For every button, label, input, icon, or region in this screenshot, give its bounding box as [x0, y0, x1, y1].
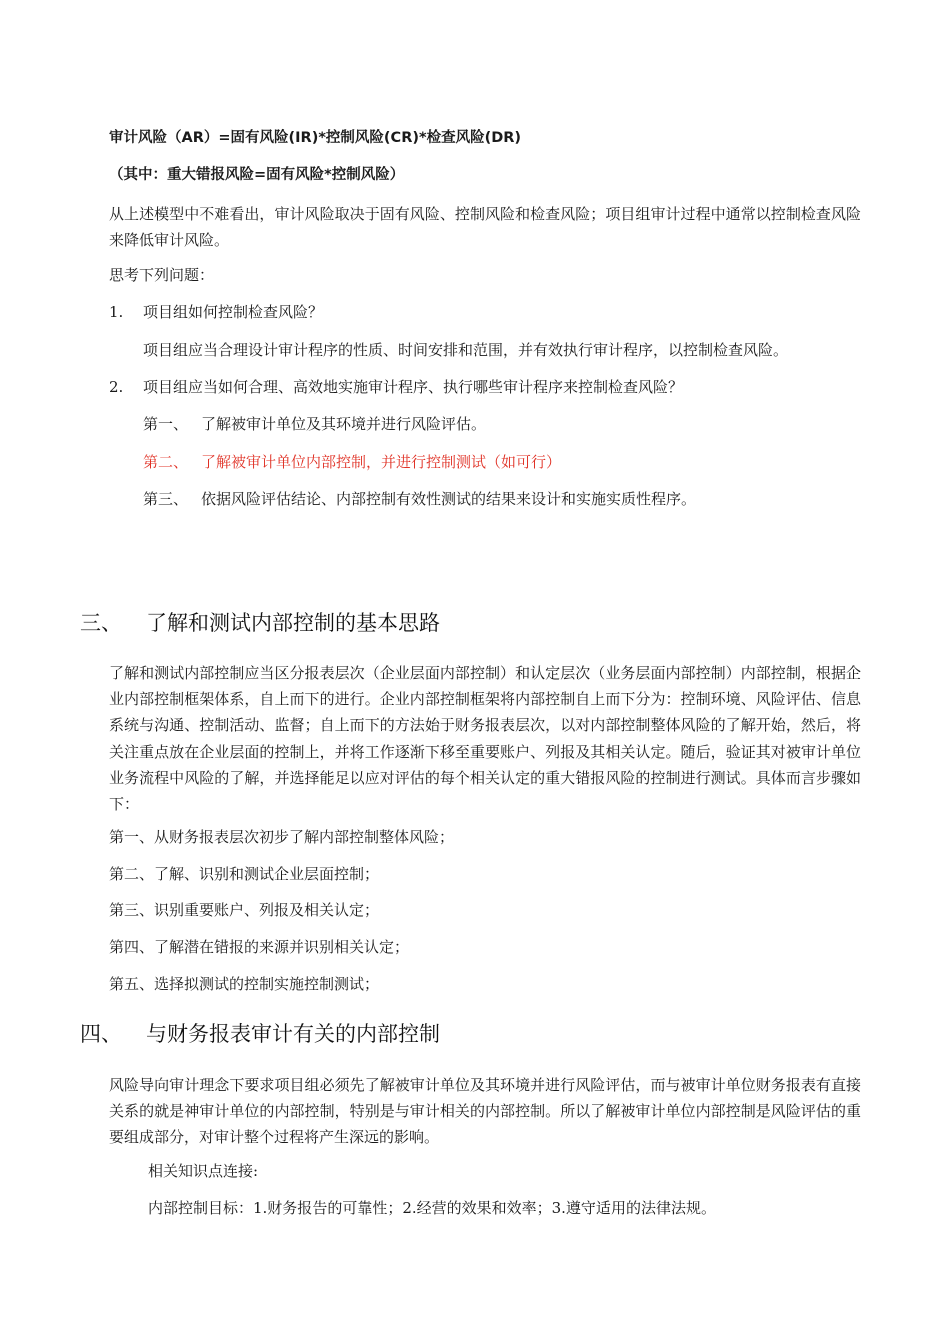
section-4-heading — [80, 1020, 440, 1048]
step-label: 第三、 — [143, 490, 189, 508]
section-3-paragraph: 了解和测试内部控制应当区分报表层次（企业层面内部控制）和认定层次（业务层面内部控制）内部控制，根据企业内部控制框架体系，自上而下的进行。企业内部控制框架将内部控制自上而下分为：控制环境、风险评估、信息系统与沟通、控制活动、监督；自上而下的方法始于财务报表层次，以对内部控制整体风险的了解开始，然后，将关注重点放在企业层面的控制上，并将工作逐渐下移至重要账户、列报及其相关认定。随后，验证其对被审计单位业务流程中风险的了解，并选择能足以应对评估的每个相关认定的重大错报风险的控制进行测试。具体而言步骤如下： — [109, 664, 861, 814]
section-3-step-5: 第五、选择拟测试的控制实施控制测试； — [109, 975, 380, 993]
formula-line-1: 审计风险（AR）=固有风险(IR)*控制风险(CR)*检查风险(DR) — [109, 130, 522, 146]
section-3-step-1: 第一、从财务报表层次初步了解内部控制整体风险； — [109, 828, 455, 846]
control-objectives: 内部控制目标：1.财务报告的可靠性；2.经营的效果和效率；3.遵守适用的法律法规。 — [148, 1199, 716, 1217]
question-2 — [109, 377, 683, 397]
section-3-heading — [80, 609, 440, 637]
step-text: 依据风险评估结论、内部控制有效性测试的结果来设计和实施实质性程序。 — [201, 490, 697, 508]
step-text: 了解被审计单位及其环境并进行风险评估。 — [201, 415, 487, 433]
question-number: 2. — [109, 378, 124, 396]
question-2-step-1 — [143, 414, 486, 434]
section-3-step-2: 第二、了解、识别和测试企业层面控制； — [109, 865, 380, 883]
section-3-step-4: 第四、了解潜在错报的来源并识别相关认定； — [109, 938, 410, 956]
question-1-answer: 项目组应当合理设计审计程序的性质、时间安排和范围，并有效执行审计程序，以控制检查风险。 — [143, 341, 789, 359]
section-title: 与财务报表审计有关的内部控制 — [146, 1022, 440, 1046]
question-2-step-2-highlighted — [143, 452, 561, 472]
section-4-paragraph: 风险导向审计理念下要求项目组必须先了解被审计单位及其环境并进行风险评估，而与被审计单位财务报表有直接关系的就是神审计单位的内部控制，特别是与审计相关的内部控制。所以了解被审计单位内部控制是风险评估的重要组成部分，对审计整个过程将产生深远的影响。 — [109, 1076, 861, 1146]
question-1 — [109, 302, 323, 322]
question-2-step-3 — [143, 489, 696, 509]
question-text: 项目组如何控制检查风险？ — [143, 303, 324, 321]
intro-paragraph: 从上述模型中不难看出，审计风险取决于固有风险、控制风险和检查风险；项目组审计过程中通常以控制检查风险来降低审计风险。 — [109, 205, 861, 249]
knowledge-label: 相关知识点连接: — [148, 1162, 259, 1180]
section-3-step-3: 第三、识别重要账户、列报及相关认定； — [109, 901, 380, 919]
question-number: 1. — [109, 303, 124, 321]
step-text: 了解被审计单位内部控制，并进行控制测试（如可行） — [201, 453, 562, 471]
section-number: 四、 — [80, 1022, 122, 1046]
formula-line-2: （其中：重大错报风险=固有风险*控制风险） — [109, 167, 405, 183]
question-text: 项目组应当如何合理、高效地实施审计程序、执行哪些审计程序来控制检查风险？ — [143, 378, 684, 396]
think-label: 思考下列问题： — [109, 266, 215, 284]
section-number: 三、 — [80, 611, 122, 635]
section-title: 了解和测试内部控制的基本思路 — [146, 611, 440, 635]
step-label: 第二、 — [143, 453, 189, 471]
step-label: 第一、 — [143, 415, 189, 433]
